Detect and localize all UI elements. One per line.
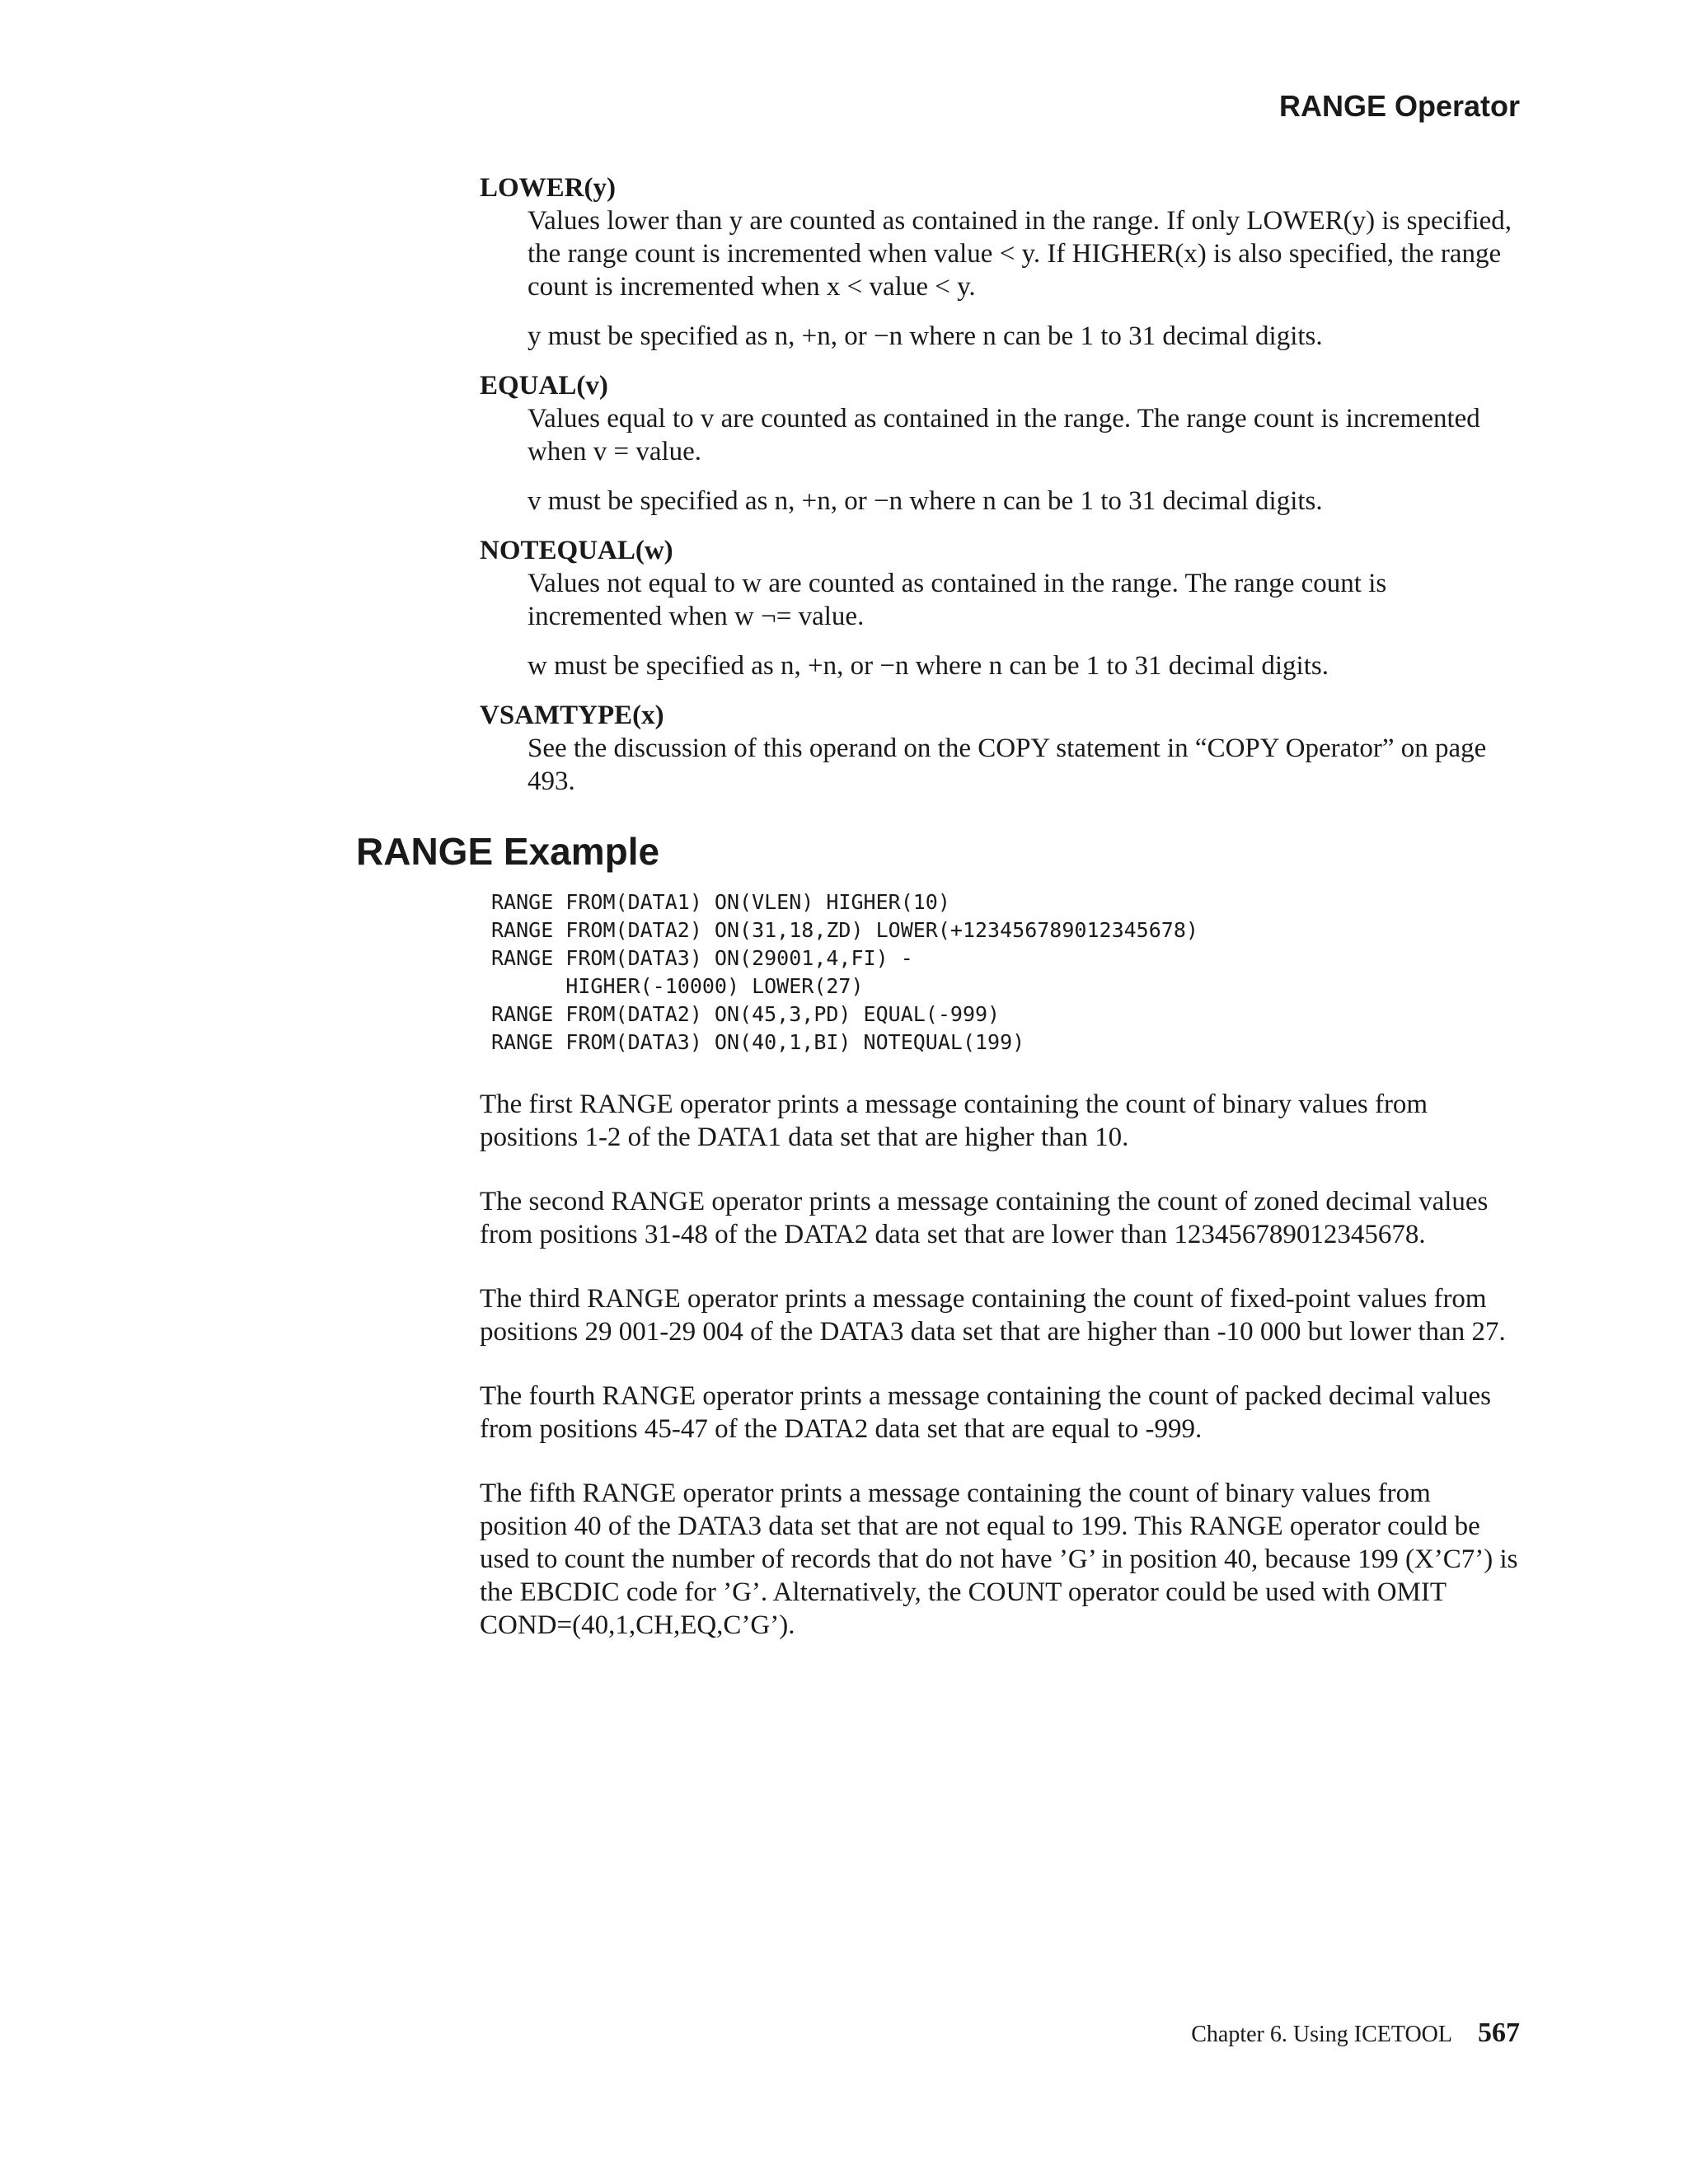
definition-equal: [480, 369, 1520, 518]
explanation-paragraph: The second RANGE operator prints a message containing the count of zoned decimal values from positions 31-48 of the DATA2 data set that are lower than 123456789012345678.: [480, 1187, 1489, 1249]
explanation-paragraph: The third RANGE operator prints a message containing the count of fixed-point values from positions 29 001-29 004 of the DATA3 data set that are higher than -10 000 but lower than 27.: [480, 1284, 1506, 1347]
definition-notequal: [480, 534, 1520, 682]
definition-paragraph: y must be specified as n, +n, or −n where n can be 1 to 31 decimal digits.: [528, 321, 1323, 351]
definition-vsamtype: [480, 699, 1520, 798]
definition-paragraph: Values not equal to w are counted as contained in the range. The range count is incremented when w ¬= value.: [528, 569, 1387, 631]
definition-paragraph: w must be specified as n, +n, or −n where n can be 1 to 31 decimal digits.: [528, 651, 1329, 681]
page-footer: [1191, 2018, 1520, 2049]
code-line: RANGE FROM(DATA2) ON(45,3,PD) EQUAL(-999): [491, 1002, 1001, 1026]
running-header-title: RANGE Operator: [1278, 89, 1520, 123]
explanation-paragraph: The first RANGE operator prints a message containing the count of binary values from positions 1-2 of the DATA1 data set that are higher than 10.: [480, 1090, 1428, 1152]
definition-paragraph: v must be specified as n, +n, or −n where n can be 1 to 31 decimal digits.: [528, 486, 1323, 516]
page-number: 567: [1478, 2018, 1520, 2048]
code-line: RANGE FROM(DATA2) ON(31,18,ZD) LOWER(+123456789012345678): [491, 918, 1198, 942]
operand-definitions: [480, 171, 1520, 814]
definition-paragraph: Values equal to v are counted as contained in the range. The range count is incremented when v = value.: [528, 404, 1480, 466]
section-heading: RANGE Example: [356, 830, 660, 873]
definition-paragraph: See the discussion of this operand on the COPY statement in “COPY Operator” on page 493.: [528, 733, 1487, 796]
definition-term: VSAMTYPE(x): [480, 701, 664, 730]
code-line: RANGE FROM(DATA1) ON(VLEN) HIGHER(10): [491, 890, 950, 914]
code-example: [491, 888, 1198, 1057]
definition-term: LOWER(y): [480, 173, 616, 203]
definition-term: NOTEQUAL(w): [480, 536, 673, 565]
definition-lower: [480, 171, 1520, 353]
definition-body: [528, 567, 1520, 682]
definition-body: [528, 402, 1520, 518]
code-line: RANGE FROM(DATA3) ON(40,1,BI) NOTEQUAL(199): [491, 1030, 1025, 1054]
definition-term: EQUAL(v): [480, 371, 608, 401]
code-line: HIGHER(-10000) LOWER(27): [491, 974, 864, 998]
explanation-paragraph: The fifth RANGE operator prints a message containing the count of binary values from position 40 of the DATA3 data set that are not equal to 199. This RANGE operator could be used to count the number of records that do not have ’G’ in position 40, because 199 (X’C7’) is the EBCDIC code for ’G’. Alternatively, the COUNT operator could be used with OMIT COND=(40,1,CH,EQ,C’G’).: [480, 1479, 1518, 1640]
definition-body: [528, 732, 1520, 798]
definition-paragraph: Values lower than y are counted as contained in the range. If only LOWER(y) is specified, the range count is incremented when value < y. If HIGHER(x) is also specified, the range count is incremented when x < value < y.: [528, 206, 1512, 302]
code-line: RANGE FROM(DATA3) ON(29001,4,FI) -: [491, 946, 913, 970]
footer-chapter: Chapter 6. Using ICETOOL: [1191, 2022, 1452, 2047]
definition-body: [528, 204, 1520, 353]
example-explanations: [480, 1088, 1520, 1673]
explanation-paragraph: The fourth RANGE operator prints a message containing the count of packed decimal values from positions 45-47 of the DATA2 data set that are equal to -999.: [480, 1381, 1492, 1444]
